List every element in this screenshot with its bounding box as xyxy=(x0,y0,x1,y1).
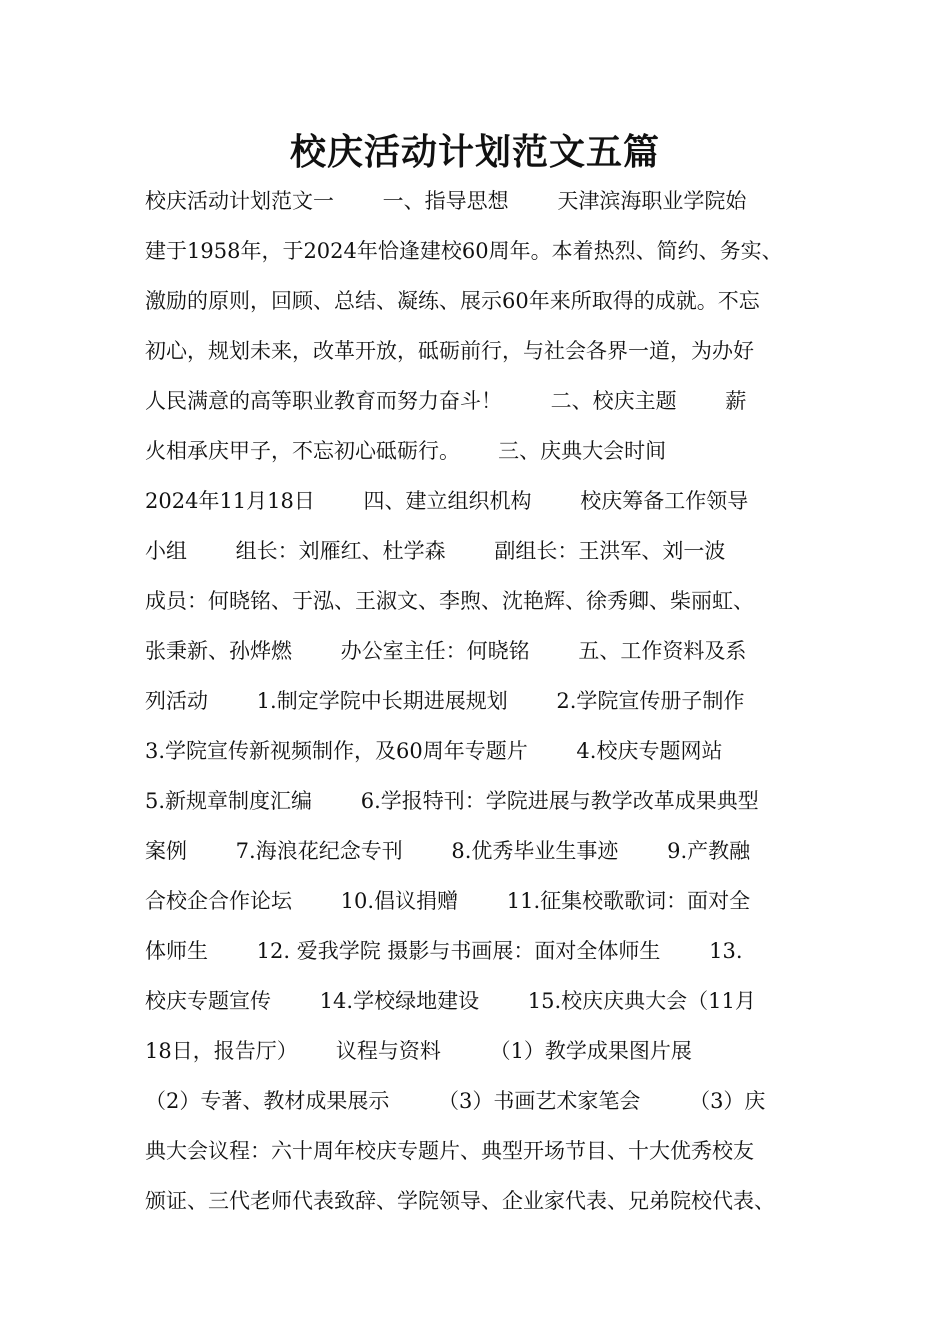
text-line: 校庆活动计划范文一 一、指导思想 天津滨海职业学院始 xyxy=(145,189,747,213)
text-line: 体师生 12. 爱我学院 摄影与书画展：面对全体师生 13. xyxy=(145,939,743,963)
text-line: 颁证、三代老师代表致辞、学院领导、企业家代表、兄弟院校代表、 xyxy=(145,1189,775,1213)
text-line: 校庆专题宣传 14.学校绿地建设 15.校庆庆典大会（11月 xyxy=(145,989,756,1013)
text-line: 5.新规章制度汇编 6.学报特刊：学院进展与教学改革成果典型 xyxy=(145,789,759,813)
text-line: 初心，规划未来，改革开放，砥砺前行，与社会各界一道，为办好 xyxy=(145,339,754,363)
text-line: （2）专著、教材成果展示 （3）书画艺术家笔会 （3）庆 xyxy=(145,1089,766,1113)
text-line: 小组 组长：刘雁红、杜学森 副组长：王洪军、刘一波 xyxy=(145,539,726,563)
text-line: 建于1958年，于2024年恰逢建校60周年。本着热烈、简约、务实、 xyxy=(145,239,783,263)
text-line: 3.学院宣传新视频制作，及60周年专题片 4.校庆专题网站 xyxy=(145,739,723,763)
text-line: 18日，报告厅） 议程与资料 （1）教学成果图片展 xyxy=(145,1039,692,1063)
text-line: 人民满意的高等职业教育而努力奋斗！ 二、校庆主题 薪 xyxy=(145,389,747,413)
text-line: 激励的原则，回顾、总结、凝练、展示60年来所取得的成就。不忘 xyxy=(145,289,760,313)
document-body xyxy=(145,179,825,1229)
text-line: 案例 7.海浪花纪念专刊 8.优秀毕业生事迹 9.产教融 xyxy=(145,839,751,863)
text-line: 典大会议程：六十周年校庆专题片、典型开场节目、十大优秀校友 xyxy=(145,1139,754,1163)
text-line: 合校企合作论坛 10.倡议捐赠 11.征集校歌歌词：面对全 xyxy=(145,889,751,913)
text-line: 2024年11月18日 四、建立组织机构 校庆筹备工作领导 xyxy=(145,489,749,513)
text-line: 张秉新、孙烨燃 办公室主任：何晓铭 五、工作资料及系 xyxy=(145,639,747,663)
text-line: 列活动 1.制定学院中长期进展规划 2.学院宣传册子制作 xyxy=(145,689,745,713)
text-line: 火相承庆甲子，不忘初心砥砺行。 三、庆典大会时间 xyxy=(145,439,667,463)
document-title: 校庆活动计划范文五篇 xyxy=(289,131,660,173)
text-line: 成员：何晓铭、于泓、王淑文、李煦、沈艳辉、徐秀卿、柴丽虹、 xyxy=(145,589,754,613)
